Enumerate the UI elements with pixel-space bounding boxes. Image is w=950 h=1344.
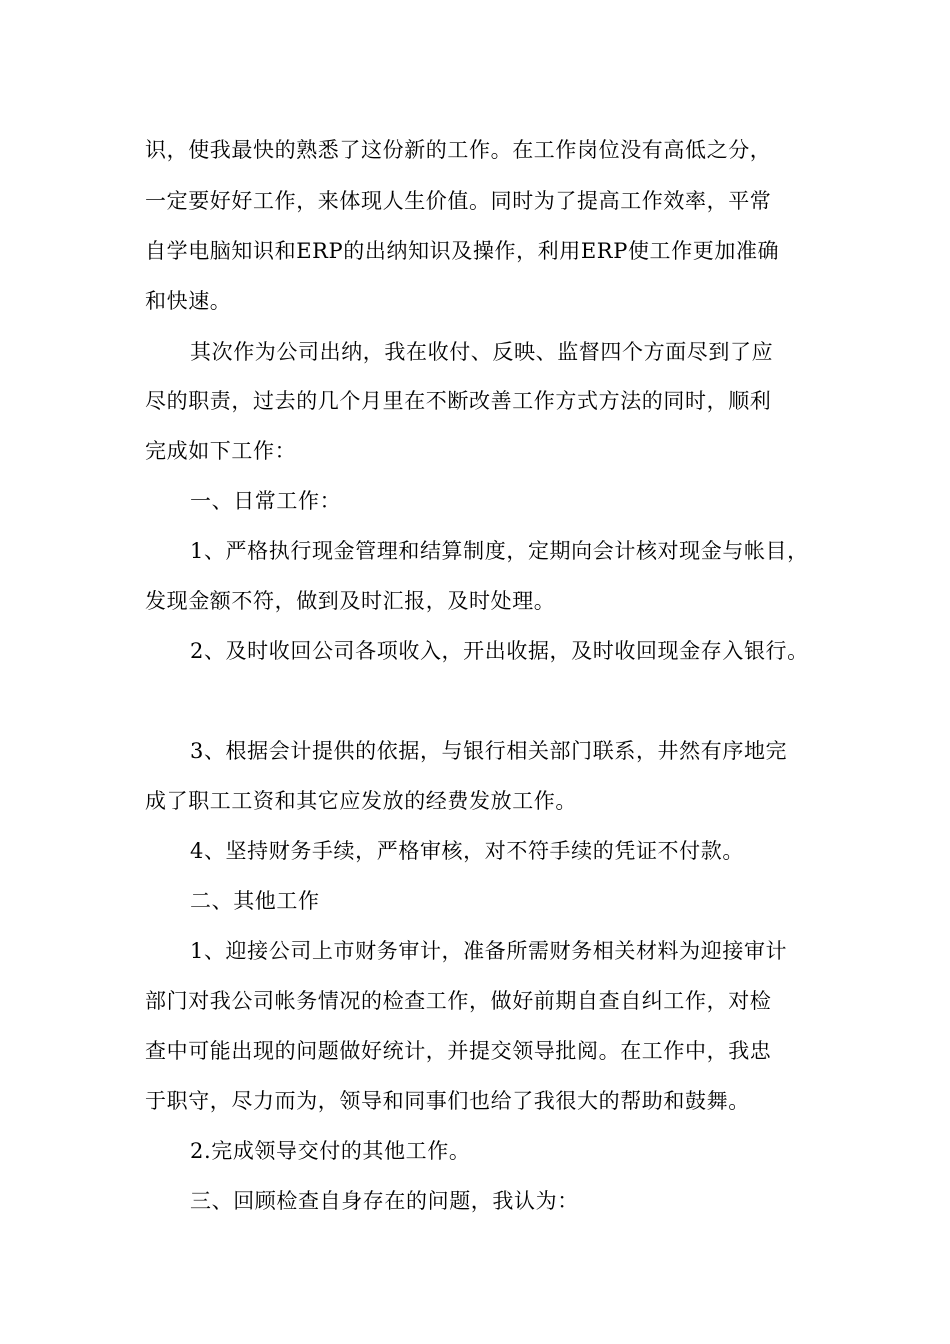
list-item-line: 成了职工工资和其它应发放的经费发放工作。 [145, 789, 577, 813]
list-item-line: 1、严格执行现金管理和结算制度，定期向会计核对现金与帐目， [190, 539, 809, 563]
section-heading: 一、日常工作： [190, 489, 342, 513]
list-item-line: 4、坚持财务手续，严格审核，对不符手续的凭证不付款。 [190, 839, 744, 863]
paragraph-line: 和快速。 [145, 289, 232, 313]
list-item-line: 部门对我公司帐务情况的检查工作，做好前期自查自纠工作，对检 [145, 989, 772, 1013]
list-item-line: 于职守，尽力而为，领导和同事们也给了我很大的帮助和鼓舞。 [145, 1089, 750, 1113]
paragraph-line: 完成如下工作： [145, 439, 297, 463]
paragraph-line: 其次作为公司出纳，我在收付、反映、监督四个方面尽到了应 [190, 340, 774, 364]
section-heading: 三、回顾检查自身存在的问题，我认为： [190, 1189, 579, 1213]
paragraph-line: 一定要好好工作，来体现人生价值。同时为了提高工作效率，平常 [145, 189, 772, 213]
list-item-line: 1、迎接公司上市财务审计，准备所需财务相关材料为迎接审计 [190, 939, 788, 963]
list-item-line: 2.完成领导交付的其他工作。 [190, 1139, 471, 1163]
list-item-line: 查中可能出现的问题做好统计，并提交领导批阅。在工作中，我忠 [145, 1039, 772, 1063]
paragraph-line: 尽的职责，过去的几个月里在不断改善工作方式方法的同时，顺利 [145, 389, 772, 413]
list-item-line: 发现金额不符，做到及时汇报，及时处理。 [145, 589, 556, 613]
section-heading: 二、其他工作 [190, 889, 320, 913]
paragraph-line: 识，使我最快的熟悉了这份新的工作。在工作岗位没有高低之分， [145, 138, 772, 162]
list-item-line: 3、根据会计提供的依据，与银行相关部门联系，井然有序地完 [190, 739, 788, 763]
list-item-line: 2、及时收回公司各项收入，开出收据，及时收回现金存入银行。 [190, 639, 809, 663]
paragraph-line: 自学电脑知识和ERP的出纳知识及操作，利用ERP使工作更加准确 [145, 239, 780, 263]
